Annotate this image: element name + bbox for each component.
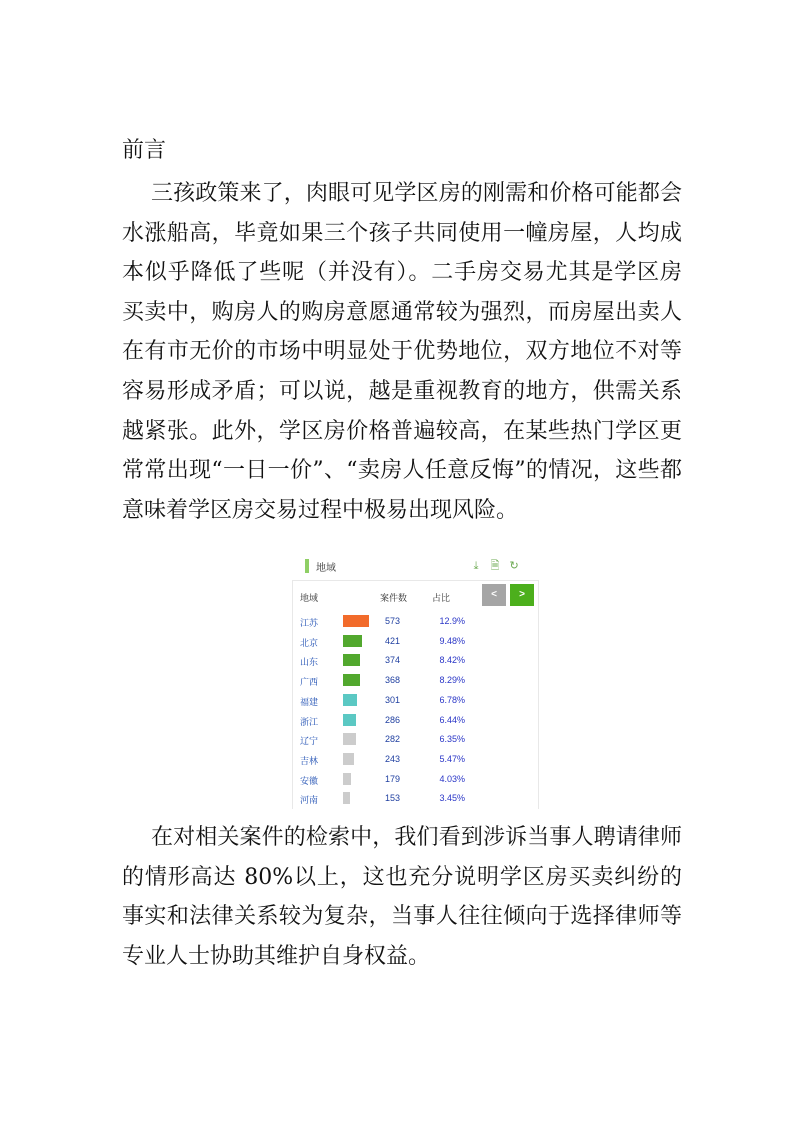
title-accent: [305, 559, 309, 573]
share-bar: [343, 654, 360, 666]
table-row[interactable]: [292, 612, 537, 632]
share-bar: [343, 615, 369, 627]
share-value: 4.03%: [439, 773, 465, 784]
header-share: 占比: [432, 593, 451, 603]
intro-paragraph: 三孩政策来了，肉眼可见学区房的刚需和价格可能都会水涨船高，毕竟如果三个孩子共同使用一幢房屋，人均成本似乎降低了些呢（并没有）。二手房交易尤其是学区房买卖中，购房人的购房意愿通常较为强烈，而房屋出卖人在有市无价的市场中明显处于优势地位，双方地位不对等容易形成矛盾；可以说，越是重视教育的地方，供需关系越紧张。此外，学区房价格普遍较高，在某些热门学区更常常出现“一日一价”、“卖房人任意反悔”的情况，这些都意味着学区房交易过程中极易出现风险。: [122, 181, 682, 523]
region-name[interactable]: 山东: [300, 657, 319, 668]
share-value: 6.44%: [439, 714, 465, 725]
case-count: 573: [385, 616, 401, 626]
table-row[interactable]: [292, 632, 537, 652]
region-name[interactable]: 浙江: [300, 716, 319, 727]
case-count: 286: [385, 714, 401, 725]
section-heading: 前言: [122, 138, 167, 163]
region-name[interactable]: 北京: [300, 637, 319, 648]
case-count: 301: [385, 694, 401, 705]
share-value: 6.35%: [439, 734, 465, 745]
share-bar: [343, 694, 357, 706]
widget-title: 地域: [316, 563, 336, 574]
refresh-icon[interactable]: ↻: [509, 560, 519, 572]
widget-toolbar: [468, 557, 522, 576]
header-region: 地域: [300, 593, 319, 603]
share-value: 8.42%: [439, 655, 465, 666]
share-bar: [343, 635, 362, 647]
share-bar: [343, 773, 351, 785]
share-bar: [343, 733, 356, 745]
share-bar: [343, 753, 354, 765]
region-name[interactable]: 吉林: [300, 755, 319, 766]
table-row[interactable]: [292, 750, 537, 770]
case-count: 374: [385, 655, 401, 666]
table-row[interactable]: [292, 711, 537, 731]
case-count: 153: [385, 793, 401, 804]
region-name[interactable]: 广西: [300, 677, 319, 688]
case-count: 421: [385, 635, 401, 646]
case-count: 179: [385, 773, 401, 784]
share-value: 9.48%: [439, 635, 465, 646]
case-count: 282: [385, 734, 401, 745]
region-name[interactable]: 安徽: [300, 775, 319, 786]
region-name[interactable]: 江苏: [300, 618, 319, 628]
download-icon[interactable]: ⤓: [473, 560, 479, 572]
case-count: 243: [385, 753, 401, 764]
region-name[interactable]: 辽宁: [300, 736, 319, 747]
share-bar: [343, 714, 356, 726]
share-value: 8.29%: [439, 675, 465, 686]
share-bar: [343, 792, 350, 804]
share-value: 3.45%: [439, 793, 465, 804]
table-row[interactable]: [292, 770, 537, 790]
table-row[interactable]: [292, 651, 537, 671]
table-row[interactable]: [292, 730, 537, 750]
header-count: 案件数: [380, 593, 408, 603]
region-name[interactable]: 福建: [300, 696, 319, 707]
case-count: 368: [385, 675, 401, 686]
region-name[interactable]: 河南: [300, 795, 319, 806]
table-row[interactable]: [292, 671, 537, 691]
share-value: 5.47%: [439, 753, 465, 764]
conclusion-paragraph: 在对相关案件的检索中，我们看到涉诉当事人聘请律师的情形高达 80%以上，这也充分说明学区房买卖纠纷的事实和法律关系较为复杂，当事人往往倾向于选择律师等专业人士协助其维护自身权益。: [122, 825, 682, 969]
share-value: 12.9%: [439, 616, 465, 626]
region-stats-widget: [292, 552, 538, 808]
document-icon[interactable]: 🗎: [490, 560, 500, 572]
prev-page-button[interactable]: <: [482, 584, 506, 606]
table-row[interactable]: [292, 691, 537, 711]
share-value: 6.78%: [439, 694, 465, 705]
next-page-button[interactable]: >: [510, 584, 534, 606]
table-row[interactable]: [292, 789, 537, 809]
share-bar: [343, 674, 360, 686]
